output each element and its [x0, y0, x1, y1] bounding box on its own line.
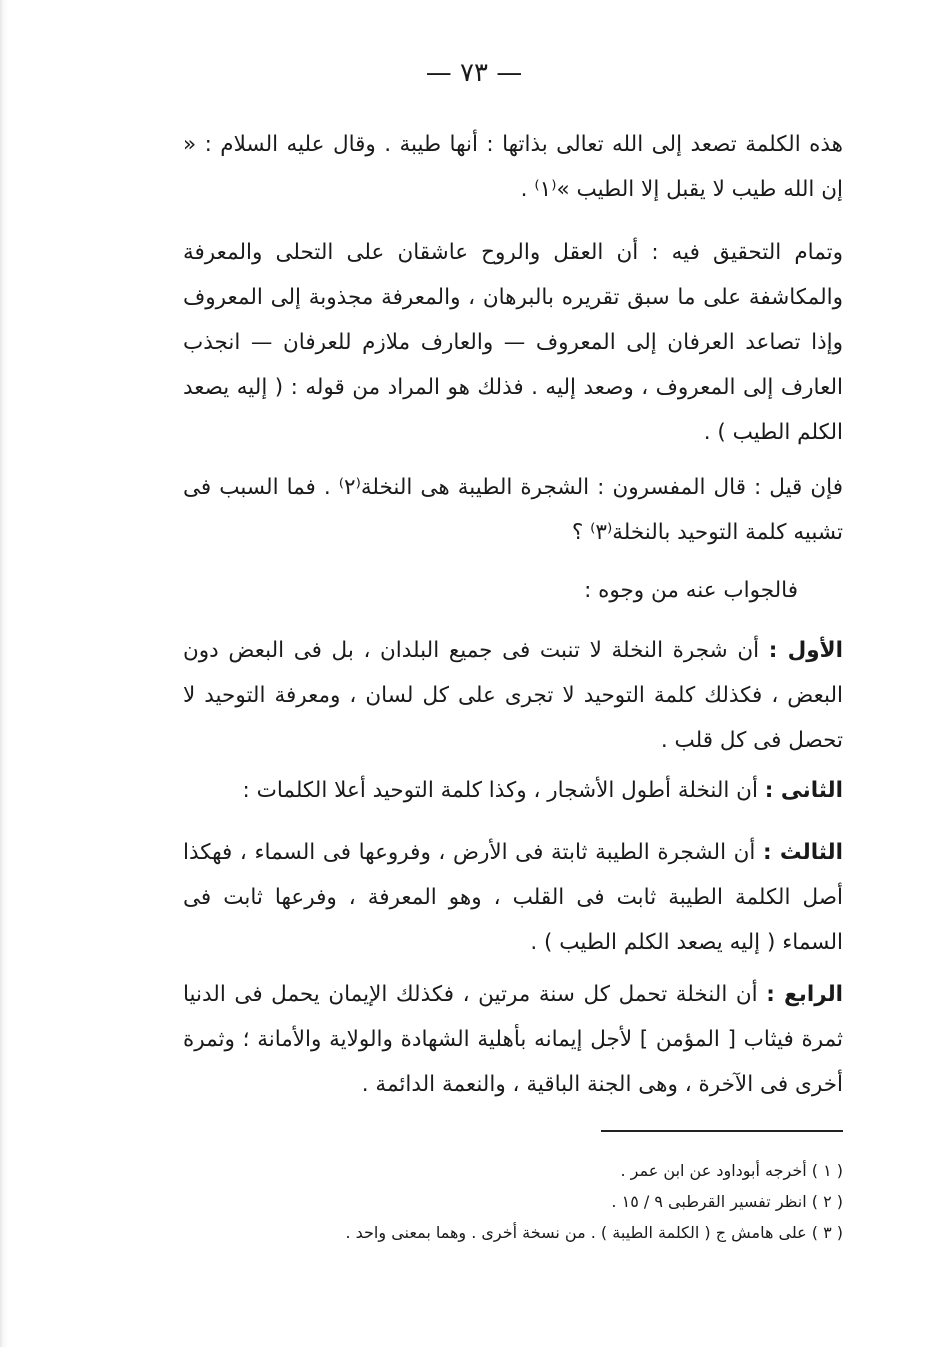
page-number: — ٧٣ —	[425, 58, 523, 88]
first-aspect-heading: الأول :	[768, 638, 844, 663]
paragraph-2: وتمام التحقيق فيه : أن العقل والروح عاشقان على التحلى والمعرفة والمكاشفة على ما سبق تقريره بالبرهان ، والمعرفة مجذوبة إلى المعروف وإذا تصاعد العرفان إلى المعروف — والعارف ملازم للعرفان — انجذب العارف إلى المعروف ، وصعد إليه . فذلك هو المراد من قوله : ( إليه يصعد الكلم الطيب ) .	[183, 240, 843, 445]
paragraph-1: هذه الكلمة تصعد إلى الله تعالى بذاتها : أنها طيبة . وقال عليه السلام : « إن الله طيب لا يقبل إلا الطيب »⁽١⁾ .	[183, 132, 843, 202]
paragraph-3: فإن قيل : قال المفسرون : الشجرة الطيبة هى النخلة⁽٢⁾ . فما السبب فى تشبيه كلمة التوحيد بالنخلة⁽٣⁾ ؟	[183, 475, 843, 545]
scan-edge	[0, 0, 12, 1347]
second-aspect-text: أن النخلة أطول الأشجار ، وكذا كلمة التوحيد أعلا الكلمات :	[242, 778, 758, 803]
footnotes	[183, 1155, 843, 1248]
footnote-divider	[601, 1130, 843, 1132]
fourth-aspect-heading: الرابع :	[766, 982, 844, 1007]
paragraph-second-aspect	[183, 768, 843, 813]
footnote-3: ( ٣ ) على هامش ج ( الكلمة الطيبة ) . من نسخة أخرى . وهما بمعنى واحد .	[345, 1223, 843, 1242]
second-aspect-heading: الثانى :	[764, 778, 843, 803]
paragraph-fourth-aspect	[183, 972, 843, 1107]
paragraph-third-aspect	[183, 830, 843, 965]
fourth-aspect-text: أن النخلة تحمل كل سنة مرتين ، فكذلك الإيمان يحمل فى الدنيا ثمرة فيثاب [ المؤمن ] لأجل إيمانه بأهلية الشهادة والولاية والأمانة ؛ وثمرة أخرى فى الآخرة ، وهى الجنة الباقية ، والنعمة الدائمة .	[183, 982, 843, 1097]
footnote-1: ( ١ ) أخرجه أبوداود عن ابن عمر .	[620, 1161, 843, 1180]
paragraph-4: فالجواب عنه من وجوه :	[584, 578, 798, 603]
first-aspect-text: أن شجرة النخلة لا تنبت فى جميع البلدان ، بل فى البعض دون البعض ، فكذلك كلمة التوحيد لا تجرى على كل لسان ، ومعرفة التوحيد لا تحصل فى كل قلب .	[183, 638, 843, 753]
paragraph-first-aspect	[183, 628, 843, 763]
third-aspect-heading: الثالث :	[763, 840, 843, 865]
third-aspect-text: أن الشجرة الطيبة ثابتة فى الأرض ، وفروعها فى السماء ، فهكذا أصل الكلمة الطيبة ثابت فى القلب ، وهو المعرفة ، وفرعها ثابت فى السماء ( إليه يصعد الكلم الطيب ) .	[183, 840, 843, 955]
footnote-2: ( ٢ ) انظر تفسير القرطبى ٩ / ١٥ .	[611, 1192, 843, 1211]
